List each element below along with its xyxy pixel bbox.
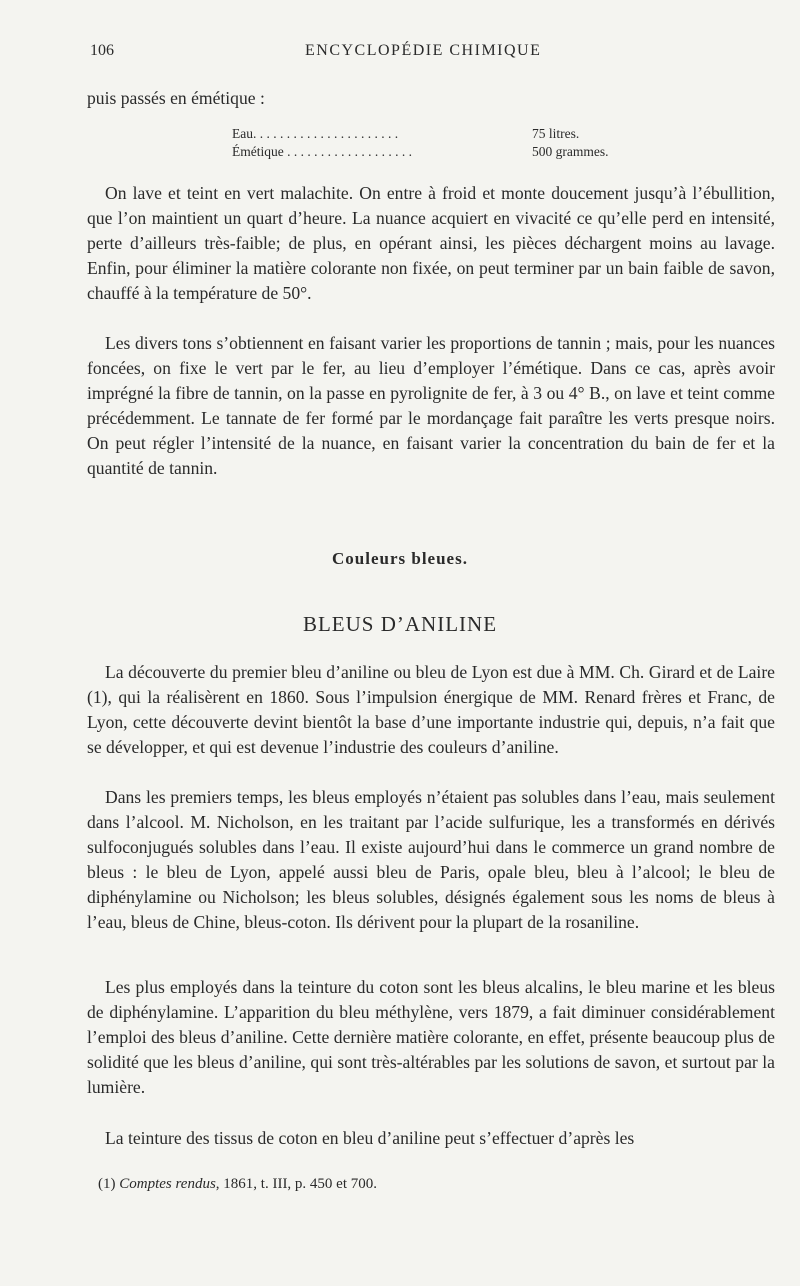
paragraph: Les plus employés dans la teinture du coton sont les bleus alcalins, le bleu marine et les bleus de diphénylamine. L’apparition du bleu méthylène, vers 1879, a fait diminuer considérablement l’emploi des bleus d’aniline. Cette dernière matière colorante, en effet, présente beaucoup plus de solidité que les bleus d’aniline, qui sont très-altérables par les solutions de savon, et surtout par la lumière. [87,977,775,1097]
intro-line: puis passés en émétique : [87,88,265,108]
paragraph: Les divers tons s’obtiennent en faisant varier les proportions de tannin ; mais, pour les nuances foncées, on fixe le vert par le fer, au lieu d’employer l’émétique. Dans ce cas, après avoir imprégné la fibre de tannin, on la passe en pyrolignite de fer, à 3 ou 4° B., on lave et teint comme précédemment. Le tannate de fer formé par le mordançage fait paraître les verts presque noirs. On peut régler l’intensité de la nuance, en faisant varier la concentration du bain de fer et la quantité de tannin. [87,333,775,478]
recipe-value: 75 litres. [532,126,580,141]
paragraph: Dans les premiers temps, les bleus employés n’étaient pas solubles dans l’eau, mais seulement dans l’alcool. M. Nicholson, en les traitant par l’acide sulfurique, les a transformés en dérivés sulfoconjugués solubles dans l’eau. Il existe aujourd’hui dans le commerce un grand nombre de bleus : le bleu de Lyon, appelé aussi bleu de Paris, opale bleu, bleu à l’alcool; le bleu de diphénylamine ou Nicholson; les bleus solubles, désignés également sous les noms de bleus à l’eau, bleus de Chine, bleus-coton. Ils dérivent pour la plupart de la rosaniline. [87,787,775,932]
footnote-source: Comptes rendus [119,1176,216,1192]
subsection-title: BLEUS D’ANILINE [302,612,498,636]
paragraph: La teinture des tissus de coton en bleu d’aniline peut s’effectuer d’après les [105,1128,635,1148]
recipe-row [232,125,632,143]
paragraph: On lave et teint en vert malachite. On entre à froid et monte doucement jusqu’à l’ébullition, que l’on maintient un quart d’heure. La nuance acquiert en vivacité ce qu’elle perd en intensité, perte d’ailleurs très-faible; de plus, en opérant ainsi, les pièces déchargent moins au lavage. Enfin, pour éliminer la matière colorante non fixée, on peut terminer par un bain faible de savon, chauffé à la température de 50°. [87,183,775,303]
recipe-row [232,143,632,161]
recipe-table [232,125,632,161]
recipe-value: 500 grammes. [532,144,609,159]
recipe-label: Émétique . . . . . . . . . . . . . . . . . . . [232,144,412,159]
running-title: ENCYCLOPÉDIE CHIMIQUE [305,42,542,59]
footnote [98,1176,377,1193]
paragraph: La découverte du premier bleu d’aniline ou bleu de Lyon est due à MM. Ch. Girard et de Laire (1), qui la réalisèrent en 1860. Sous l’impulsion énergique de MM. Renard frères et Franc, de Lyon, cette découverte devint bientôt la base d’une importante industrie qui, depuis, n’a fait que se développer, et qui est devenue l’industrie des couleurs d’aniline. [87,662,775,757]
recipe-label: Eau. . . . . . . . . . . . . . . . . . . . . . [232,126,399,141]
page-number: 106 [90,42,114,59]
footnote-marker: (1) [98,1176,116,1192]
section-title: Couleurs bleues. [332,549,468,568]
footnote-details: , 1861, t. III, p. 450 et 700. [215,1176,378,1192]
